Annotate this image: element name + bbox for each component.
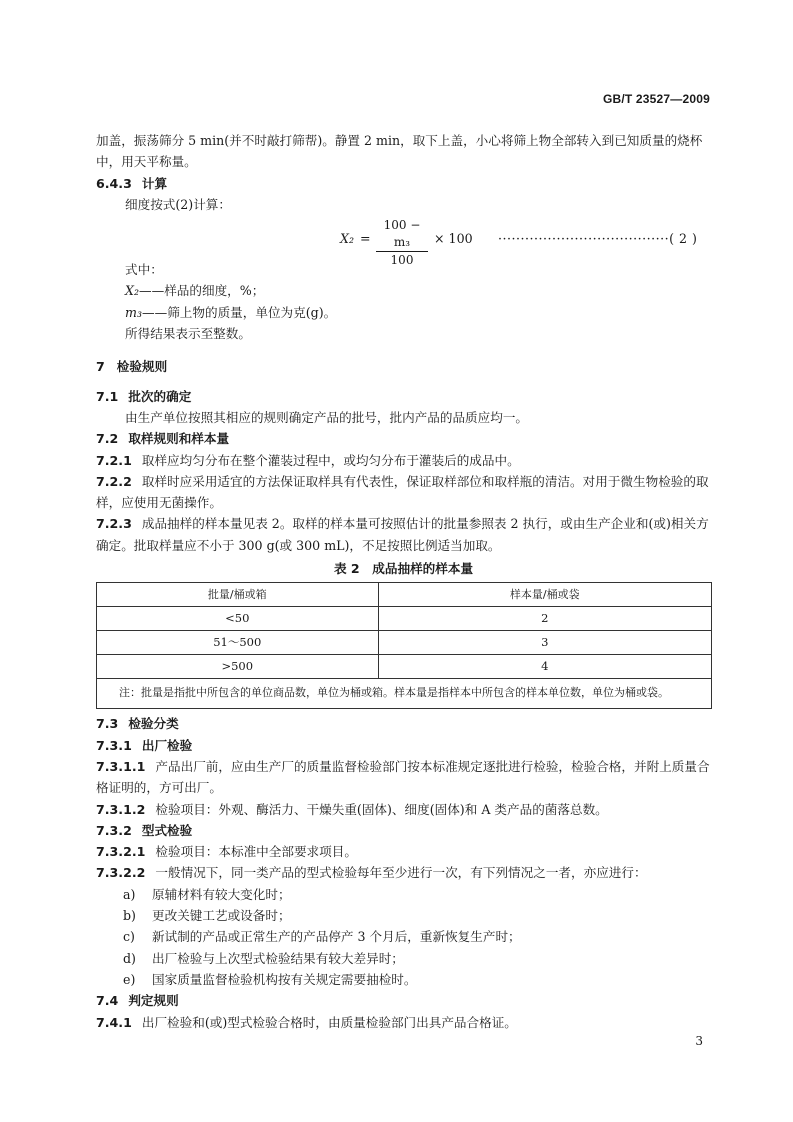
clause-number: 7.1	[96, 388, 119, 404]
list-item	[96, 948, 711, 969]
table-2-title: 表 2 成品抽样的样本量	[333, 561, 474, 577]
table-row	[97, 655, 712, 679]
clause-7-2-2	[96, 471, 711, 514]
list-marker: c)	[123, 929, 135, 945]
table-row	[97, 607, 712, 631]
clause-title: 型式检验	[141, 822, 193, 838]
table-header-batch: 批量/桶或箱	[97, 583, 379, 607]
list-text: 原辅材料有较大变化时；	[152, 886, 291, 902]
clause-7-2-heading	[96, 428, 711, 449]
where-label: 式中：	[125, 262, 163, 278]
clause-number: 7.3.2	[96, 822, 132, 838]
clause-text: 成品抽样的样本量见表 2。取样的样本量可按照估计的批量参照表 2 执行，或由生产企业和(或)相关方确定。批取样量应不小于 300 g(或 300 mL)，不足按照比例适当加取。	[96, 516, 709, 553]
section-title: 检验规则	[116, 359, 168, 375]
list-item	[96, 926, 711, 947]
formula-leader: ······································	[498, 231, 670, 247]
formula-intro: 细度按式(2)计算：	[125, 196, 231, 212]
clause-number: 7.2.1	[96, 452, 132, 468]
clause-text: 产品出厂前，应由生产厂的质量监督检验部门按本标准规定逐批进行检验，检验合格，并附上质量合格证明的，方可出厂。	[96, 758, 710, 796]
clause-title: 出厂检验	[141, 737, 193, 753]
table-cell-sample: 3	[378, 631, 711, 655]
list-item	[96, 969, 711, 990]
document-body	[96, 130, 711, 1033]
clause-text: 检验项目：本标准中全部要求项目。	[155, 844, 357, 860]
formula-lhs: X₂	[340, 231, 355, 247]
table-cell-batch: >500	[97, 655, 379, 679]
clause-7-2-3	[96, 513, 711, 556]
continued-paragraph: 加盖，振荡筛分 5 min(并不时敲打筛帮)。静置 2 min，取下上盖，小心将筛上物全部转入到已知质量的烧杯中，用天平称量。	[96, 133, 703, 170]
list-marker: e)	[123, 971, 136, 987]
formula-denominator: 100	[390, 253, 414, 268]
table-2	[96, 582, 712, 709]
variable-description: ——样品的细度，%；	[139, 283, 265, 299]
clause-text: 一般情况下，同一类产品的型式检验每年至少进行一次，有下列情况之一者，亦应进行：	[155, 865, 647, 881]
clause-number: 7.3.1.2	[96, 801, 146, 817]
list-marker: b)	[123, 908, 136, 924]
clause-text: 取样时应采用适宜的方法保证取样具有代表性，保证取样部位和取样瓶的清洁。对用于微生物检验的取样，应使用无菌操作。	[96, 473, 709, 511]
clause-7-1-heading	[96, 386, 711, 407]
table-note-row	[97, 679, 712, 709]
list-text: 国家质量监督检验机构按有关规定需要抽检时。	[152, 971, 417, 987]
clause-text: 检验项目：外观、酶活力、干燥失重(固体)、细度(固体)和 A 类产品的菌落总数。	[155, 801, 608, 817]
result-note: 所得结果表示至整数。	[125, 326, 251, 342]
table-cell-sample: 4	[378, 655, 711, 679]
section-7-heading	[96, 356, 711, 377]
clause-7-1-text: 由生产单位按照其相应的规则确定产品的批号，批内产品的品质应均一。	[125, 409, 528, 425]
table-cell-batch: <50	[97, 607, 379, 631]
formula-multiplier: × 100	[434, 231, 473, 247]
variable-symbol: X₂	[125, 283, 140, 299]
table-cell-batch: 51～500	[97, 631, 379, 655]
clause-number: 7.4	[96, 993, 119, 1009]
clause-7-3-2-1	[96, 841, 711, 862]
list-text: 更改关键工艺或设备时；	[152, 908, 291, 924]
clause-number: 7.3.1.1	[96, 758, 146, 774]
clause-7-3-heading	[96, 713, 711, 734]
clause-7-3-2-2	[96, 862, 711, 883]
clause-7-3-1-1	[96, 756, 711, 799]
clause-7-2-1	[96, 450, 711, 471]
table-note: 注：批量是指批中所包含的单位商品数，单位为桶或箱。样本量是指样本中所包含的样本单位数，单位为桶或袋。	[97, 679, 712, 709]
clause-title: 计算	[141, 175, 168, 191]
list-item	[96, 884, 711, 905]
formula-numerator: 100 − m₃	[376, 217, 428, 252]
clause-7-3-2-heading	[96, 820, 711, 841]
list-text: 出厂检验与上次型式检验结果有较大差异时；	[152, 950, 404, 966]
clause-7-4-1	[96, 1012, 711, 1033]
table-header-row	[97, 583, 712, 607]
clause-text: 取样应均匀分布在整个灌装过程中，或均匀分布于灌装后的成品中。	[141, 452, 520, 468]
formula-2	[96, 217, 711, 268]
variable-definition	[96, 302, 711, 323]
formula-equals: =	[360, 231, 371, 247]
clause-number: 7.3.2.1	[96, 844, 146, 860]
clause-title: 判定规则	[128, 993, 179, 1009]
clause-7-3-1-2	[96, 799, 711, 820]
formula-fraction	[376, 217, 428, 269]
clause-number: 7.3	[96, 716, 119, 732]
clause-7-3-1-heading	[96, 735, 711, 756]
formula-label: ( 2 )	[669, 231, 698, 247]
page-number: 3	[695, 1034, 703, 1048]
clause-text: 出厂检验和(或)型式检验合格时，由质量检验部门出具产品合格证。	[141, 1014, 517, 1030]
clause-title: 检验分类	[128, 716, 179, 732]
list-marker: a)	[123, 886, 136, 902]
clause-number: 7.2.2	[96, 473, 132, 489]
clause-number: 6.4.3	[96, 175, 132, 191]
list-text: 新试制的产品或正常生产的产品停产 3 个月后，重新恢复生产时；	[152, 929, 521, 945]
standard-code: GB/T 23527—2009	[602, 92, 710, 106]
table-row	[97, 631, 712, 655]
section-number: 7	[96, 359, 105, 375]
variable-symbol: m₃	[125, 304, 142, 320]
variable-definition	[96, 280, 711, 301]
clause-number: 7.3.1	[96, 737, 132, 753]
subclause-6-4-3-heading	[96, 173, 711, 194]
clause-number: 7.4.1	[96, 1014, 132, 1030]
list-marker: d)	[123, 950, 136, 966]
clause-title: 批次的确定	[128, 388, 192, 404]
clause-number: 7.2	[96, 431, 119, 447]
table-cell-sample: 2	[378, 607, 711, 631]
clause-7-4-heading	[96, 990, 711, 1011]
table-header-sample: 样本量/桶或袋	[378, 583, 711, 607]
variable-description: ——筛上物的质量，单位为克(g)。	[142, 304, 337, 320]
list-item	[96, 905, 711, 926]
clause-title: 取样规则和样本量	[128, 431, 230, 447]
clause-number: 7.2.3	[96, 516, 132, 532]
formula-label-line	[498, 228, 697, 249]
clause-number: 7.3.2.2	[96, 865, 146, 881]
